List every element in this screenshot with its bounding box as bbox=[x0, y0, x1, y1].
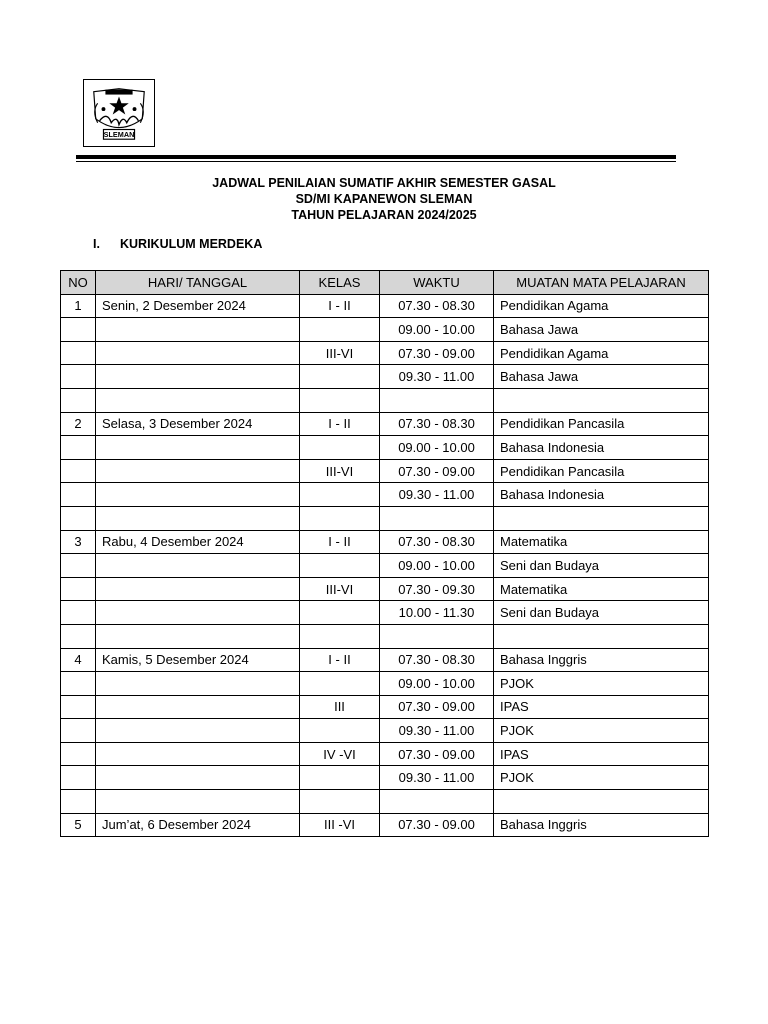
cell-subject: IPAS bbox=[494, 695, 709, 719]
cell-day-date: Selasa, 3 Desember 2024 bbox=[96, 412, 300, 436]
section-title: KURIKULUM MERDEKA bbox=[120, 237, 263, 251]
cell-no bbox=[61, 318, 96, 342]
table-row bbox=[61, 624, 709, 648]
header-no: NO bbox=[61, 271, 96, 295]
cell-time: 07.30 - 08.30 bbox=[380, 530, 494, 554]
section-number: I. bbox=[93, 237, 100, 251]
table-row bbox=[61, 790, 709, 814]
cell-subject: PJOK bbox=[494, 672, 709, 696]
cell-class: III-VI bbox=[300, 577, 380, 601]
cell-no bbox=[61, 577, 96, 601]
cell-no bbox=[61, 388, 96, 412]
cell-no bbox=[61, 672, 96, 696]
cell-class bbox=[300, 483, 380, 507]
cell-subject: PJOK bbox=[494, 766, 709, 790]
table-row bbox=[61, 672, 709, 696]
header-rule-thin bbox=[76, 161, 676, 162]
table-row bbox=[61, 695, 709, 719]
cell-subject: PJOK bbox=[494, 719, 709, 743]
header-time: WAKTU bbox=[380, 271, 494, 295]
cell-class bbox=[300, 601, 380, 625]
cell-day-date bbox=[96, 719, 300, 743]
cell-class: III-VI bbox=[300, 341, 380, 365]
cell-class bbox=[300, 554, 380, 578]
cell-class bbox=[300, 506, 380, 530]
table-body bbox=[61, 294, 709, 837]
cell-subject: Bahasa Jawa bbox=[494, 365, 709, 389]
cell-day-date: Jum’at, 6 Desember 2024 bbox=[96, 813, 300, 837]
cell-day-date bbox=[96, 506, 300, 530]
document-title-block bbox=[0, 175, 768, 223]
cell-subject bbox=[494, 624, 709, 648]
cell-time: 09.00 - 10.00 bbox=[380, 318, 494, 342]
cell-time bbox=[380, 790, 494, 814]
emblem-icon bbox=[84, 80, 154, 146]
cell-subject: Pendidikan Agama bbox=[494, 341, 709, 365]
cell-no bbox=[61, 436, 96, 460]
cell-class bbox=[300, 624, 380, 648]
cell-subject: Pendidikan Pancasila bbox=[494, 459, 709, 483]
cell-no: 4 bbox=[61, 648, 96, 672]
cell-class: I - II bbox=[300, 412, 380, 436]
cell-day-date bbox=[96, 766, 300, 790]
cell-day-date bbox=[96, 436, 300, 460]
cell-no bbox=[61, 554, 96, 578]
cell-day-date bbox=[96, 577, 300, 601]
cell-day-date: Kamis, 5 Desember 2024 bbox=[96, 648, 300, 672]
table-row bbox=[61, 365, 709, 389]
header-subject: MUATAN MATA PELAJARAN bbox=[494, 271, 709, 295]
table-row bbox=[61, 766, 709, 790]
cell-time: 09.00 - 10.00 bbox=[380, 672, 494, 696]
cell-subject: IPAS bbox=[494, 742, 709, 766]
cell-subject: Bahasa Jawa bbox=[494, 318, 709, 342]
cell-time: 09.30 - 11.00 bbox=[380, 766, 494, 790]
cell-no bbox=[61, 341, 96, 365]
cell-no: 2 bbox=[61, 412, 96, 436]
cell-class: III bbox=[300, 695, 380, 719]
cell-class bbox=[300, 790, 380, 814]
cell-time: 07.30 - 08.30 bbox=[380, 648, 494, 672]
cell-day-date bbox=[96, 695, 300, 719]
table-row bbox=[61, 554, 709, 578]
table-header-row bbox=[61, 271, 709, 295]
table-row bbox=[61, 436, 709, 460]
table-row bbox=[61, 742, 709, 766]
table-row bbox=[61, 506, 709, 530]
table-row bbox=[61, 318, 709, 342]
table-row bbox=[61, 530, 709, 554]
cell-day-date: Rabu, 4 Desember 2024 bbox=[96, 530, 300, 554]
cell-no: 1 bbox=[61, 294, 96, 318]
table-row bbox=[61, 648, 709, 672]
cell-no: 3 bbox=[61, 530, 96, 554]
cell-day-date bbox=[96, 790, 300, 814]
school-name: SD/MI KAPANEWON SLEMAN bbox=[295, 192, 473, 206]
cell-no bbox=[61, 506, 96, 530]
cell-subject: Pendidikan Pancasila bbox=[494, 412, 709, 436]
cell-no: 5 bbox=[61, 813, 96, 837]
header-rule-thick bbox=[76, 155, 676, 159]
document-title: JADWAL PENILAIAN SUMATIF AKHIR SEMESTER GASAL bbox=[212, 176, 556, 190]
cell-time bbox=[380, 624, 494, 648]
table-row bbox=[61, 459, 709, 483]
cell-subject: Bahasa Inggris bbox=[494, 813, 709, 837]
cell-day-date bbox=[96, 341, 300, 365]
cell-subject bbox=[494, 388, 709, 412]
cell-no bbox=[61, 695, 96, 719]
table-row bbox=[61, 294, 709, 318]
cell-class bbox=[300, 388, 380, 412]
cell-subject: Seni dan Budaya bbox=[494, 601, 709, 625]
cell-day-date bbox=[96, 459, 300, 483]
cell-class: III -VI bbox=[300, 813, 380, 837]
cell-day-date bbox=[96, 365, 300, 389]
sleman-emblem-logo bbox=[83, 79, 155, 147]
cell-day-date bbox=[96, 318, 300, 342]
cell-time: 10.00 - 11.30 bbox=[380, 601, 494, 625]
schedule-table bbox=[60, 270, 709, 837]
cell-class bbox=[300, 672, 380, 696]
cell-day-date bbox=[96, 483, 300, 507]
cell-class bbox=[300, 719, 380, 743]
table-row bbox=[61, 412, 709, 436]
table-row bbox=[61, 577, 709, 601]
header-class: KELAS bbox=[300, 271, 380, 295]
cell-no bbox=[61, 601, 96, 625]
cell-subject: Bahasa Inggris bbox=[494, 648, 709, 672]
cell-day-date bbox=[96, 624, 300, 648]
cell-day-date bbox=[96, 388, 300, 412]
table-row bbox=[61, 483, 709, 507]
cell-time: 09.00 - 10.00 bbox=[380, 554, 494, 578]
cell-time: 09.30 - 11.00 bbox=[380, 483, 494, 507]
cell-subject: Matematika bbox=[494, 577, 709, 601]
cell-class: I - II bbox=[300, 648, 380, 672]
cell-time: 07.30 - 09.00 bbox=[380, 813, 494, 837]
cell-time: 07.30 - 09.00 bbox=[380, 695, 494, 719]
cell-time: 07.30 - 08.30 bbox=[380, 294, 494, 318]
cell-no bbox=[61, 719, 96, 743]
cell-day-date bbox=[96, 554, 300, 578]
cell-no bbox=[61, 365, 96, 389]
cell-time: 09.30 - 11.00 bbox=[380, 365, 494, 389]
cell-no bbox=[61, 790, 96, 814]
cell-subject: Seni dan Budaya bbox=[494, 554, 709, 578]
cell-subject: Bahasa Indonesia bbox=[494, 483, 709, 507]
cell-class bbox=[300, 365, 380, 389]
cell-time: 09.30 - 11.00 bbox=[380, 719, 494, 743]
section-heading bbox=[93, 237, 262, 251]
table-row bbox=[61, 719, 709, 743]
cell-class: III-VI bbox=[300, 459, 380, 483]
table-row bbox=[61, 601, 709, 625]
cell-subject: Matematika bbox=[494, 530, 709, 554]
emblem-label: SLEMAN bbox=[103, 130, 135, 140]
table-row bbox=[61, 388, 709, 412]
cell-subject bbox=[494, 506, 709, 530]
cell-time: 07.30 - 09.00 bbox=[380, 459, 494, 483]
cell-day-date bbox=[96, 601, 300, 625]
cell-subject bbox=[494, 790, 709, 814]
cell-time: 07.30 - 09.00 bbox=[380, 341, 494, 365]
cell-class: I - II bbox=[300, 530, 380, 554]
cell-time bbox=[380, 506, 494, 530]
header-day-date: HARI/ TANGGAL bbox=[96, 271, 300, 295]
cell-time bbox=[380, 388, 494, 412]
cell-class: I - II bbox=[300, 294, 380, 318]
cell-day-date: Senin, 2 Desember 2024 bbox=[96, 294, 300, 318]
cell-subject: Bahasa Indonesia bbox=[494, 436, 709, 460]
cell-time: 07.30 - 09.00 bbox=[380, 742, 494, 766]
table-row bbox=[61, 341, 709, 365]
cell-time: 07.30 - 09.30 bbox=[380, 577, 494, 601]
cell-class: IV -VI bbox=[300, 742, 380, 766]
cell-day-date bbox=[96, 742, 300, 766]
table-row bbox=[61, 813, 709, 837]
cell-class bbox=[300, 436, 380, 460]
cell-no bbox=[61, 483, 96, 507]
cell-time: 07.30 - 08.30 bbox=[380, 412, 494, 436]
cell-class bbox=[300, 766, 380, 790]
cell-no bbox=[61, 742, 96, 766]
cell-class bbox=[300, 318, 380, 342]
cell-time: 09.00 - 10.00 bbox=[380, 436, 494, 460]
cell-day-date bbox=[96, 672, 300, 696]
cell-no bbox=[61, 766, 96, 790]
cell-no bbox=[61, 624, 96, 648]
cell-subject: Pendidikan Agama bbox=[494, 294, 709, 318]
cell-no bbox=[61, 459, 96, 483]
academic-year: TAHUN PELAJARAN 2024/2025 bbox=[291, 208, 477, 222]
